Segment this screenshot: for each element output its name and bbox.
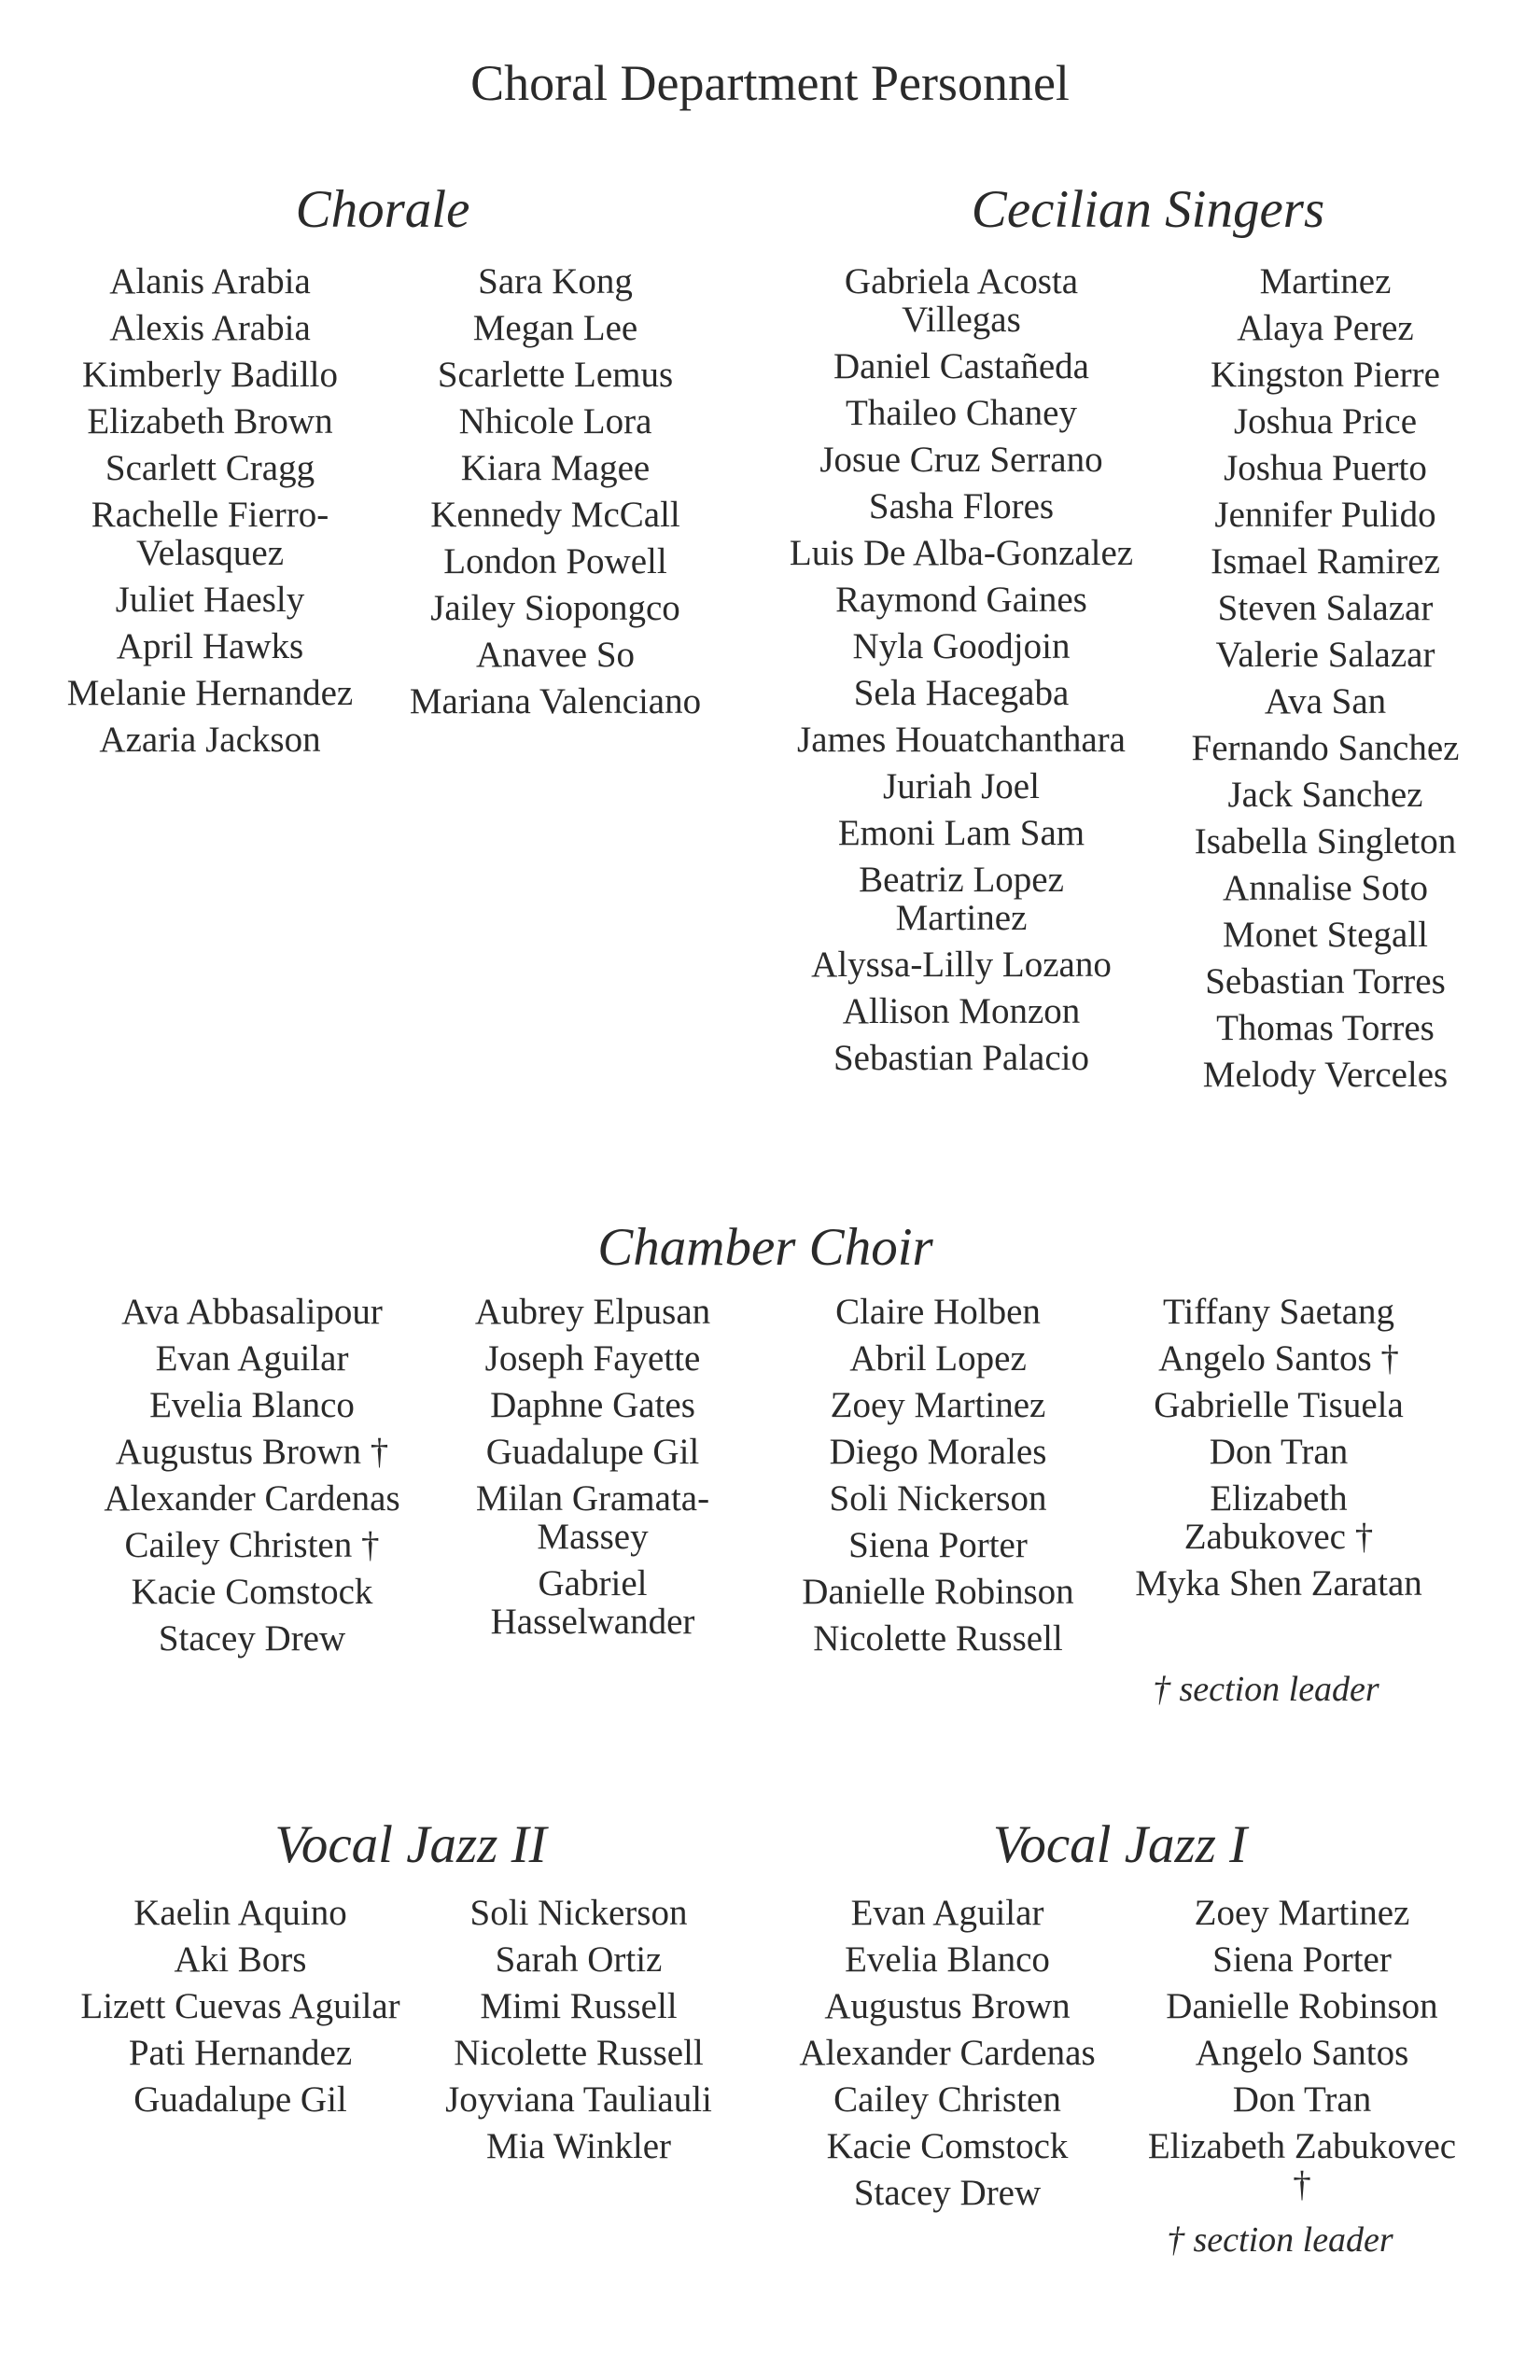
member-name: Elizabeth Brown — [87, 401, 333, 441]
member-name: Joshua Puerto — [1224, 448, 1427, 488]
member-name: Beatriz Lopez Martinez — [859, 860, 1064, 938]
member-name: Megan Lee — [472, 308, 638, 348]
member-name: Cailey Christen † — [124, 1525, 380, 1565]
member-name: London Powell — [443, 541, 667, 581]
chamber-section-leader-note: † section leader — [1153, 1670, 1379, 1709]
vj1-col-2 — [1143, 1890, 1461, 2208]
member-name: Joshua Price — [1233, 401, 1418, 441]
member-name: Thomas Torres — [1216, 1008, 1435, 1048]
member-name: Claire Holben — [835, 1292, 1041, 1332]
member-name: Sarah Ortiz — [495, 1939, 663, 1980]
member-name: Guadalupe Gil — [485, 1432, 700, 1472]
member-name: Joseph Fayette — [484, 1338, 701, 1379]
member-name: Gabrielle Tisuela — [1154, 1385, 1404, 1425]
member-name: Luis De Alba-Gonzalez — [789, 533, 1134, 573]
member-name: Danielle Robinson — [802, 1572, 1074, 1612]
member-name: Abril Lopez — [849, 1338, 1027, 1379]
member-name: Raymond Gaines — [835, 580, 1087, 620]
member-name: Allison Monzon — [842, 991, 1081, 1031]
member-name: Thaileo Chaney — [846, 393, 1077, 433]
vj2-col-2 — [429, 1890, 728, 2170]
vj2-col-1 — [65, 1890, 415, 2123]
member-name: Valerie Salazar — [1215, 635, 1435, 675]
member-name: Siena Porter — [848, 1525, 1028, 1565]
member-name: Daniel Castañeda — [833, 346, 1089, 386]
member-name: Scarlett Cragg — [105, 448, 315, 488]
member-name: Alexander Cardenas — [104, 1478, 400, 1519]
chamber-col-4 — [1125, 1289, 1433, 1607]
member-name: Mariana Valenciano — [409, 681, 702, 721]
chamber-col-1 — [89, 1289, 415, 1662]
member-name: Anavee So — [475, 635, 636, 675]
member-name: Alyssa-Lilly Lozano — [811, 945, 1112, 985]
cecilian-heading: Cecilian Singers — [971, 180, 1325, 239]
chorale-col-2 — [392, 259, 719, 725]
member-name: Augustus Brown † — [115, 1432, 389, 1472]
member-name: Isabella Singleton — [1194, 821, 1457, 861]
member-name: Alaya Perez — [1237, 308, 1414, 348]
member-name: Sela Hacegaba — [853, 673, 1070, 713]
member-name: Stacey Drew — [853, 2173, 1042, 2213]
member-name: Don Tran — [1232, 2079, 1372, 2120]
member-name: Ava Abbasalipour — [121, 1292, 383, 1332]
member-name: Siena Porter — [1212, 1939, 1392, 1980]
member-name: Soli Nickerson — [829, 1478, 1047, 1519]
member-name: Evelia Blanco — [845, 1939, 1050, 1980]
member-name: Diego Morales — [829, 1432, 1047, 1472]
member-name: Kaelin Aquino — [133, 1893, 347, 1933]
member-name: Rachelle Fierro-Velasquez — [91, 495, 329, 573]
member-name: Guadalupe Gil — [133, 2079, 347, 2120]
member-name: Sasha Flores — [868, 486, 1055, 526]
member-name: Josue Cruz Serrano — [819, 440, 1103, 480]
chorale-heading: Chorale — [295, 180, 470, 239]
member-name: Milan Gramata-Massey — [475, 1478, 710, 1557]
chamber-col-3 — [779, 1289, 1097, 1662]
member-name: Juriah Joel — [883, 766, 1040, 806]
member-name: Zoey Martinez — [1194, 1893, 1410, 1933]
member-name: Steven Salazar — [1217, 588, 1434, 628]
member-name: Sebastian Palacio — [833, 1038, 1089, 1078]
chorale-col-1 — [51, 259, 369, 763]
member-name: Gabriel Hasselwander — [490, 1563, 695, 1642]
member-name: Monet Stegall — [1223, 915, 1428, 955]
member-name: Azaria Jackson — [99, 720, 321, 760]
member-name: Melody Verceles — [1202, 1055, 1449, 1095]
chamber-col-2 — [457, 1289, 728, 1645]
member-name: April Hawks — [116, 626, 304, 666]
member-name: Nhicole Lora — [458, 401, 652, 441]
member-name: Jailey Siopongco — [430, 588, 680, 628]
member-name: Joyviana Tauliauli — [445, 2079, 712, 2120]
member-name: Kingston Pierre — [1211, 355, 1440, 395]
member-name: Kiara Magee — [460, 448, 651, 488]
member-name: Sebastian Torres — [1205, 961, 1446, 1001]
member-name: Alexis Arabia — [109, 308, 311, 348]
member-name: Evelia Blanco — [149, 1385, 355, 1425]
vj1-section-leader-note: † section leader — [1167, 2220, 1393, 2260]
member-name: Jennifer Pulido — [1214, 495, 1436, 535]
member-name: James Houatchanthara — [797, 720, 1126, 760]
member-name: Aubrey Elpusan — [474, 1292, 711, 1332]
member-name: Kacie Comstock — [131, 1572, 373, 1612]
vj2-heading: Vocal Jazz II — [274, 1815, 547, 1874]
member-name: Annalise Soto — [1223, 868, 1428, 908]
member-name: Mimi Russell — [480, 1986, 678, 2026]
member-name: Scarlette Lemus — [437, 355, 674, 395]
member-name: Alexander Cardenas — [799, 2033, 1096, 2073]
member-name: Martinez — [1259, 261, 1392, 301]
member-name: Emoni Lam Sam — [837, 813, 1085, 853]
vj1-col-1 — [789, 1890, 1106, 2217]
member-name: Juliet Haesly — [115, 580, 305, 620]
member-name: Ava San — [1264, 681, 1387, 721]
member-name: Augustus Brown — [824, 1986, 1071, 2026]
member-name: Daphne Gates — [490, 1385, 695, 1425]
member-name: Cailey Christen — [833, 2079, 1061, 2120]
member-name: Kacie Comstock — [826, 2126, 1069, 2166]
member-name: Stacey Drew — [158, 1618, 346, 1659]
member-name: Jack Sanchez — [1227, 775, 1423, 815]
member-name: Zoey Martinez — [830, 1385, 1046, 1425]
member-name: Kimberly Badillo — [81, 355, 339, 395]
member-name: Tiffany Saetang — [1162, 1292, 1395, 1332]
member-name: Elizabeth Zabukovec † — [1147, 2126, 1457, 2205]
member-name: Melanie Hernandez — [66, 673, 354, 713]
member-name: Soli Nickerson — [469, 1893, 688, 1933]
vj1-heading: Vocal Jazz I — [992, 1815, 1248, 1874]
member-name: Fernando Sanchez — [1191, 728, 1460, 768]
cecilian-col-2 — [1171, 259, 1479, 1099]
member-name: Gabriela Acosta Villegas — [844, 261, 1079, 340]
member-name: Aki Bors — [174, 1939, 307, 1980]
member-name: Angelo Santos — [1195, 2033, 1409, 2073]
member-name: Nicolette Russell — [813, 1618, 1063, 1659]
member-name: Myka Shen Zaratan — [1135, 1563, 1422, 1603]
member-name: Sara Kong — [478, 261, 633, 301]
cecilian-col-1 — [789, 259, 1134, 1082]
member-name: Ismael Ramirez — [1211, 541, 1440, 581]
member-name: Alanis Arabia — [109, 261, 311, 301]
member-name: Evan Aguilar — [155, 1338, 349, 1379]
member-name: Evan Aguilar — [850, 1893, 1044, 1933]
member-name: Nicolette Russell — [454, 2033, 704, 2073]
member-name: Danielle Robinson — [1166, 1986, 1438, 2026]
member-name: Mia Winkler — [485, 2126, 672, 2166]
member-name: Lizett Cuevas Aguilar — [80, 1986, 400, 2026]
member-name: Kennedy McCall — [430, 495, 680, 535]
member-name: Angelo Santos † — [1158, 1338, 1399, 1379]
member-name: Nyla Goodjoin — [852, 626, 1071, 666]
page-title: Choral Department Personnel — [470, 55, 1070, 111]
chamber-heading: Chamber Choir — [597, 1218, 933, 1277]
member-name: Don Tran — [1209, 1432, 1349, 1472]
member-name: Pati Hernandez — [128, 2033, 353, 2073]
member-name: Elizabeth Zabukovec † — [1183, 1478, 1374, 1557]
